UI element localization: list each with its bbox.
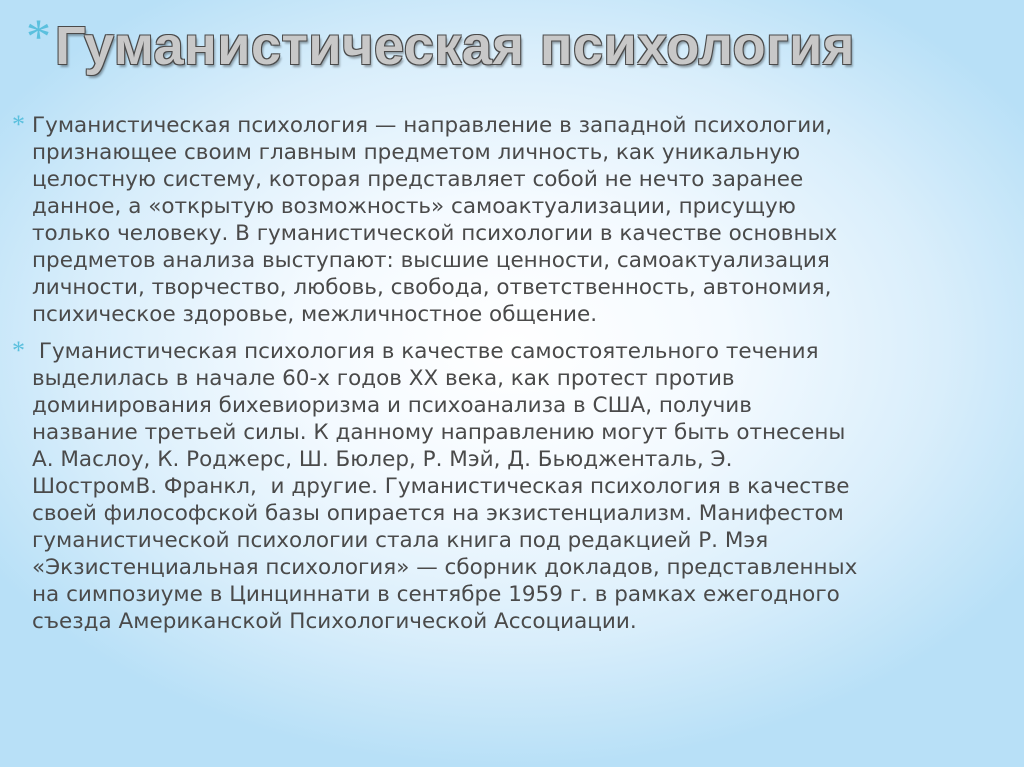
text-line: личности, творчество, любовь, свобода, ответственность, автономия, bbox=[32, 275, 832, 300]
text-line: данное, а «открытую возможность» самоактуализации, присущую bbox=[32, 194, 796, 219]
text-line: ШостромВ. Франкл, и другие. Гуманистическая психология в качестве bbox=[32, 474, 850, 499]
bullet-icon: * bbox=[12, 336, 25, 365]
text-line: целостную систему, которая представляет собой не нечто заранее bbox=[32, 167, 804, 192]
text-line: название третьей силы. К данному направлению могут быть отнесены bbox=[32, 420, 846, 445]
text-line: Гуманистическая психология в качестве самостоятельного течения bbox=[32, 339, 819, 364]
text-line: А. Маслоу, К. Роджерс, Ш. Бюлер, Р. Мэй, Д. Бьюдженталь, Э. bbox=[32, 447, 733, 472]
text-line: только человеку. В гуманистической психологии в качестве основных bbox=[32, 221, 838, 246]
text-line: своей философской базы опирается на экзистенциализм. Манифестом bbox=[32, 501, 844, 526]
text-line: выделилась в начале 60-х годов XX века, как протест против bbox=[32, 366, 735, 391]
text-line: доминирования бихевиоризма и психоанализа в США, получив bbox=[32, 393, 752, 418]
paragraph-2 bbox=[12, 338, 1012, 635]
text-line: съезда Американской Психологической Ассоциации. bbox=[32, 609, 637, 634]
slide-title: Гуманистическая психология bbox=[55, 16, 855, 76]
title-row bbox=[26, 6, 855, 86]
paragraph-1 bbox=[12, 112, 1012, 328]
text-line: Гуманистическая психология — направление в западной психологии, bbox=[32, 113, 833, 138]
text-line: предметов анализа выступают: высшие ценности, самоактуализация bbox=[32, 248, 830, 273]
text-line: на симпозиуме в Цинциннати в сентябре 1959 г. в рамках ежегодного bbox=[32, 582, 840, 607]
text-line: признающее своим главным предметом личность, как уникальную bbox=[32, 140, 801, 165]
slide-body bbox=[12, 112, 1012, 645]
text-line: гуманистической психологии стала книга под редакцией Р. Мэя bbox=[32, 528, 769, 553]
text-line: «Экзистенциальная психология» — сборник докладов, представленных bbox=[32, 555, 858, 580]
text-line: психическое здоровье, межличностное общение. bbox=[32, 302, 598, 327]
title-bullet-icon: * bbox=[26, 8, 51, 64]
bullet-icon: * bbox=[12, 110, 25, 139]
